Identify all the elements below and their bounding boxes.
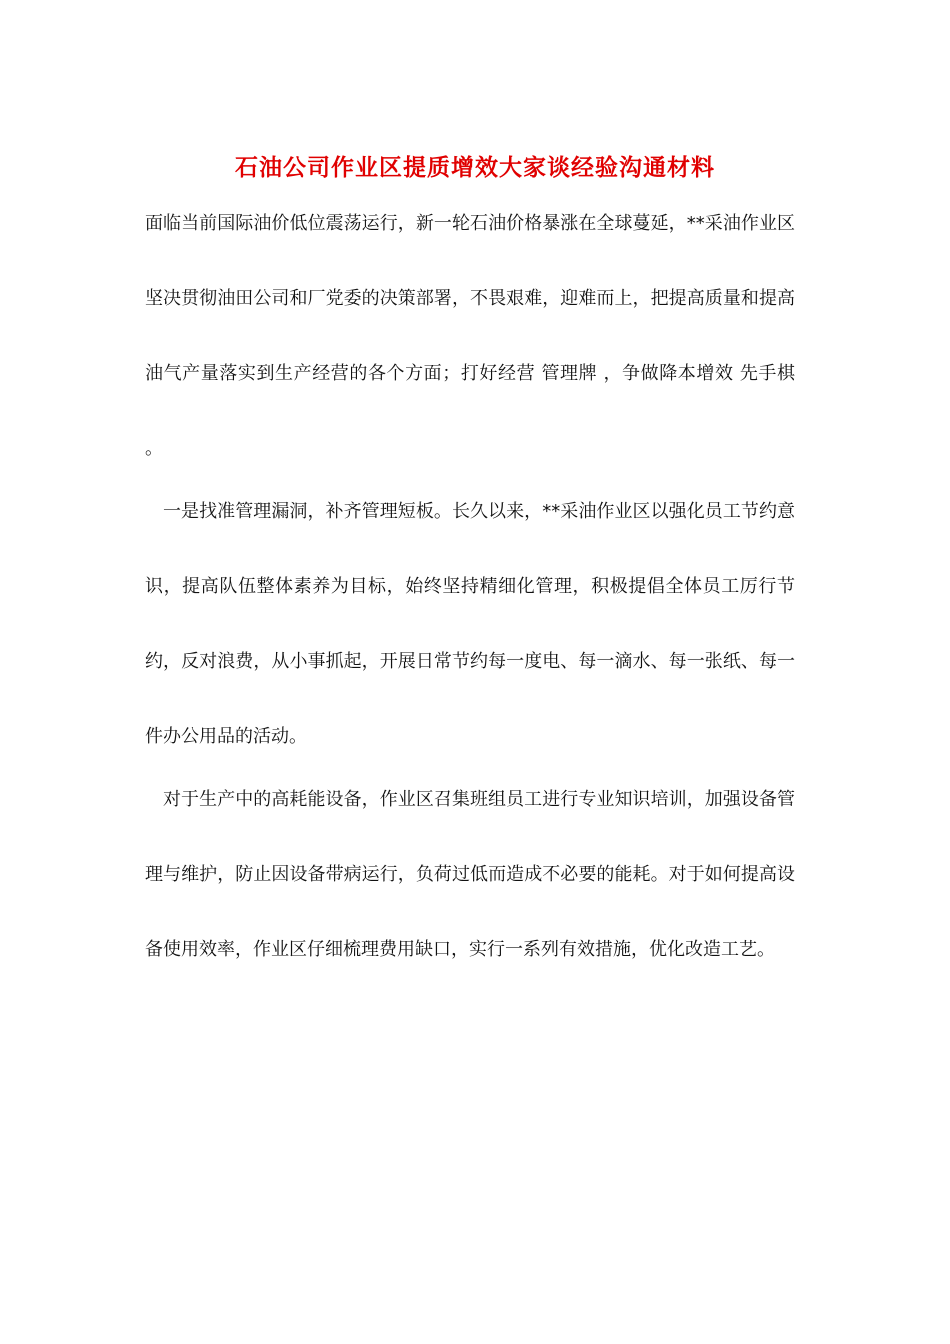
paragraph-intro: 面临当前国际油价低位震荡运行，新一轮石油价格暴涨在全球蔓延，**采油作业区坚决贯彻油田公司和厂党委的决策部署，不畏艰难，迎难而上，把提高质量和提高油气产量落实到生产经营的各个方面；打好经营 管理牌 ，争做降本增效 先手棋 。 <box>145 213 795 459</box>
paragraph-management: 一是找准管理漏洞，补齐管理短板。长久以来，**采油作业区以强化员工节约意识，提高队伍整体素养为目标，始终坚持精细化管理，积极提倡全体员工厉行节约，反对浪费，从小事抓起，开展日常节约每一度电、每一滴水、每一张纸、每一件办公用品的活动。 <box>145 501 795 747</box>
document-title: 石油公司作业区提质增效大家谈经验沟通材料 <box>235 154 715 181</box>
paragraph-equipment: 对于生产中的高耗能设备，作业区召集班组员工进行专业知识培训，加强设备管理与维护，防止因设备带病运行，负荷过低而造成不必要的能耗。对于如何提高设备使用效率，作业区仔细梳理费用缺口，实行一系列有效措施，优化改造工艺。 <box>145 789 795 960</box>
